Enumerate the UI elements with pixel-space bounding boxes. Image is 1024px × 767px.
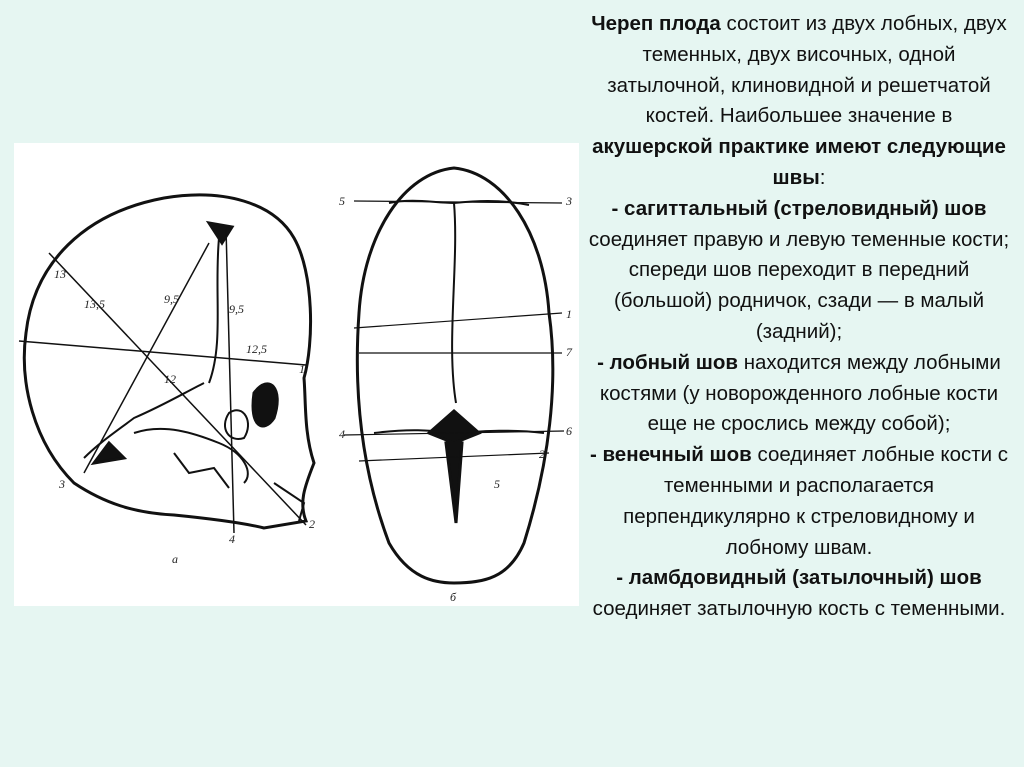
measure-label: 12,5 [246,342,267,356]
sagittal-term: - сагиттальный (стреловидный) шов [611,196,987,220]
lambdoid-text: соединяет затылочную кость с теменными. [592,597,1006,621]
marker-number: 5 [494,477,500,491]
marker-number: 4 [339,427,345,441]
marker-number: 7 [566,345,572,359]
importance-tail: : [819,165,826,189]
frontal-term: - лобный шов [597,350,739,374]
measure-label: 9,5 [164,292,179,306]
measure-label: 13 [54,267,66,281]
intro-text: состоит из двух лобных, двух теменных, двух височных, одной затылочной, клиновидной и решетчатой костей. [607,12,1007,128]
coronal-term: - венечный шов [589,443,752,467]
marker-number: 4 [229,532,235,546]
figure-caption: а [172,552,178,566]
measure-label: 12 [164,372,176,386]
skull-figure [14,143,579,606]
description-text [586,9,1012,625]
importance-term: акушерской практике имеют следующие швы [592,135,1006,189]
importance-lead: Наибольшее значение в [714,104,953,128]
marker-number: 6 [566,424,572,438]
lambdoid-term: - ламбдовидный (затылочный) шов [616,566,982,590]
marker-number: 1 [299,362,305,376]
marker-number: 2 [539,447,545,461]
coronal-text: соединяет лобные кости с теменными и располагается перпендикулярно к стреловидному и лобному швам. [623,443,1009,559]
marker-number: 1 [566,307,572,321]
marker-number: 5 [339,194,345,208]
measure-label: 9,5 [229,302,244,316]
intro-term: Череп плода [591,12,721,35]
marker-number: 3 [566,194,572,208]
marker-number: 3 [59,477,65,491]
measure-label: 13,5 [84,297,105,311]
skull-top-view [344,168,564,583]
frontal-text: находится между лобными костями (у новорожденного лобные кости еще не срослись между собой); [599,350,1001,436]
skull-drawings [14,143,579,606]
figure-caption: б [450,590,457,604]
marker-number: 2 [309,517,315,531]
sagittal-text: соединяет правую и левую теменные кости; спереди шов переходит в передний (большой) родничок, сзади — в малый (задний); [588,227,1010,343]
